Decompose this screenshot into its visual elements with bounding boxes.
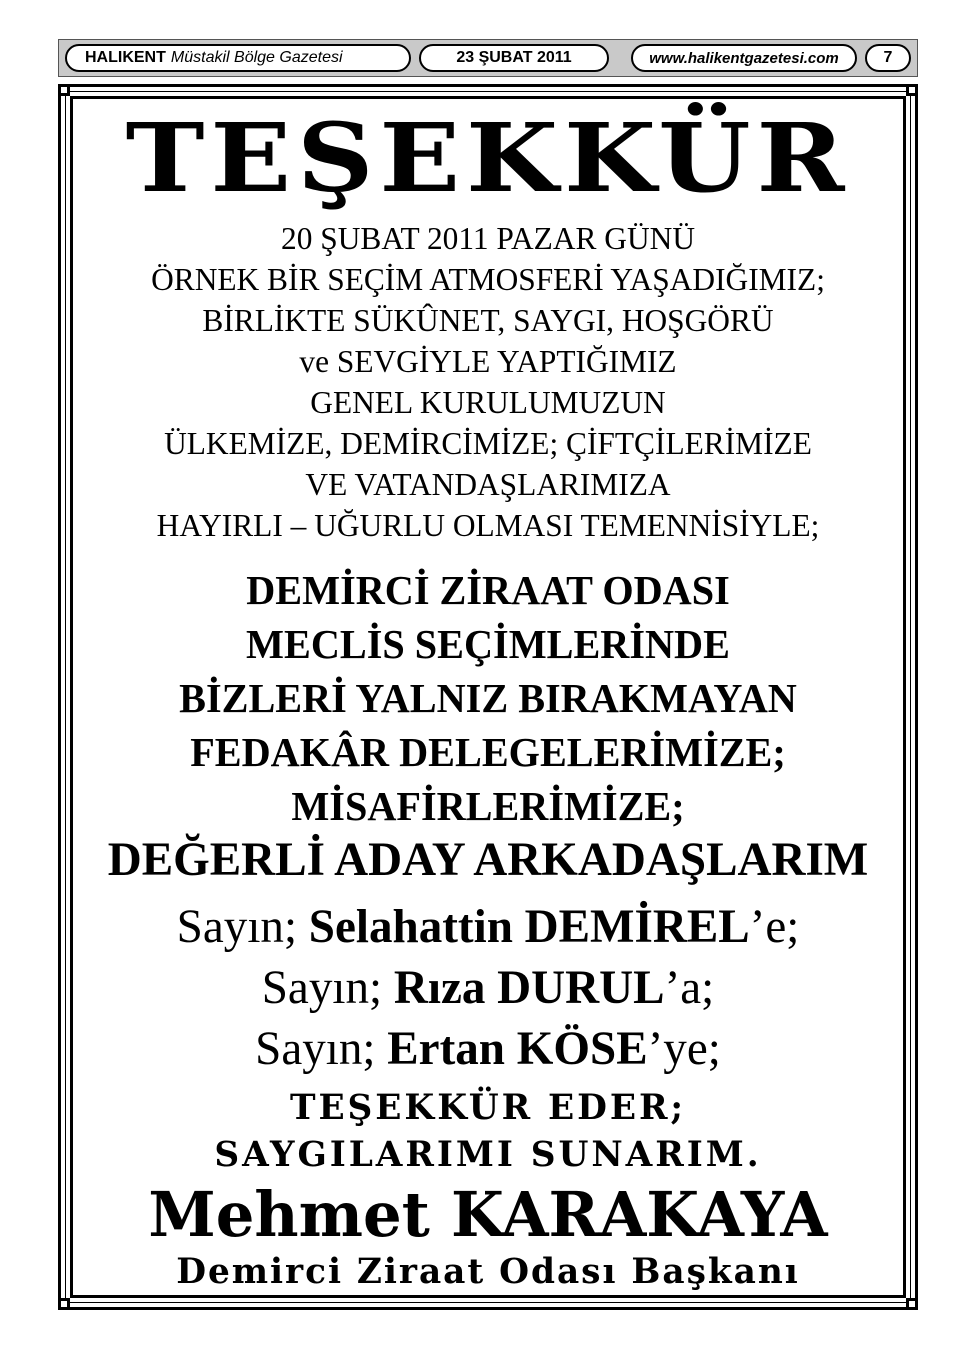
- closing-line: TEŞEKKÜR EDER;: [289, 1087, 687, 1128]
- intro-line: ÖRNEK BİR SEÇİM ATMOSFERİ YAŞADIĞIMIZ;: [151, 261, 825, 297]
- candidate-name: Rıza DURUL: [393, 961, 665, 1014]
- thanks-line: BİZLERİ YALNIZ BIRAKMAYAN: [179, 675, 797, 721]
- frame-corner-ornament: [906, 84, 918, 96]
- intro-line: 20 ŞUBAT 2011 PAZAR GÜNÜ: [281, 220, 695, 256]
- notice-title: TEŞEKKÜR: [125, 102, 851, 214]
- thanks-line: FEDAKÂR DELEGELERİMİZE;: [190, 729, 786, 775]
- newspaper-header: [58, 39, 918, 77]
- thanks-line: MECLİS SEÇİMLERİNDE: [246, 621, 730, 667]
- signer-name: Mehmet KARAKAYA: [148, 1178, 828, 1251]
- frame-corner-ornament: [906, 1298, 918, 1310]
- intro-line: HAYIRLI – UĞURLU OLMASI TEMENNİSİYLE;: [156, 507, 820, 543]
- intro-line: ÜLKEMİZE, DEMİRCİMİZE; ÇİFTÇİLERİMİZE: [164, 425, 812, 461]
- intro-line: BİRLİKTE SÜKÛNET, SAYGI, HOŞGÖRÜ: [202, 302, 774, 338]
- candidate-suffix: ’ye;: [647, 1022, 721, 1075]
- closing-line: SAYGILARIMI SUNARIM.: [214, 1134, 762, 1175]
- signer-title: Demirci Ziraat Odası Başkanı: [176, 1251, 800, 1292]
- candidate-name: Ertan KÖSE: [387, 1022, 648, 1075]
- page-number: 7: [865, 44, 911, 72]
- frame-corner-ornament: [58, 84, 70, 96]
- candidate-prefix: Sayın;: [261, 961, 394, 1014]
- candidate-line: [78, 958, 898, 1018]
- thanks-line: MİSAFİRLERİMİZE;: [291, 783, 685, 829]
- paper-name: HALIKENT: [85, 49, 166, 66]
- candidate-line: [78, 1019, 898, 1079]
- candidate-prefix: Sayın;: [255, 1022, 388, 1075]
- candidate-suffix: ’e;: [749, 900, 800, 953]
- intro-line: ve SEVGİYLE YAPTIĞIMIZ: [299, 343, 677, 379]
- issue-date: 23 ŞUBAT 2011: [419, 44, 609, 72]
- candidate-name: Selahattin DEMİREL: [308, 900, 750, 953]
- colleagues-line: DEĞERLİ ADAY ARKADAŞLARIM: [107, 833, 869, 886]
- paper-title-pill: [65, 44, 411, 72]
- candidate-prefix: Sayın;: [176, 900, 309, 953]
- candidate-suffix: ’a;: [664, 961, 715, 1014]
- intro-line: GENEL KURULUMUZUN: [310, 384, 666, 420]
- candidate-line: [78, 897, 898, 957]
- intro-line: VE VATANDAŞLARIMIZA: [305, 466, 671, 502]
- paper-subtitle: Müstakil Bölge Gazetesi: [170, 49, 343, 66]
- frame-corner-ornament: [58, 1298, 70, 1310]
- website-link[interactable]: www.halikentgazetesi.com: [631, 44, 857, 72]
- thanks-line: DEMİRCİ ZİRAAT ODASI: [246, 567, 730, 613]
